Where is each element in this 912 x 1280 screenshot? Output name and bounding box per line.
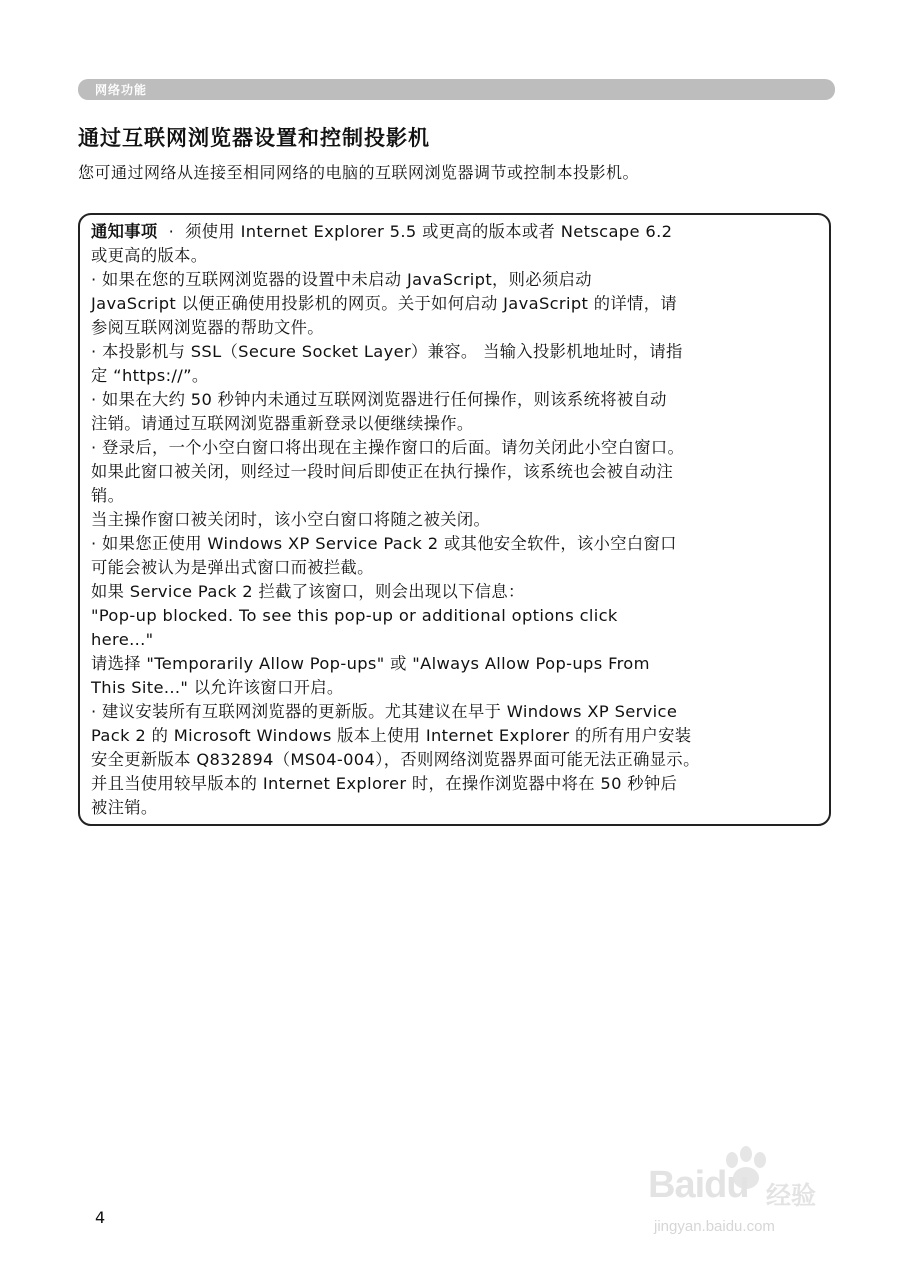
notice-line: · 本投影机与 SSL（Secure Socket Layer）兼容。 当输入投影机地址时，请指 <box>91 342 683 361</box>
notice-text <box>91 220 826 820</box>
notice-box <box>78 213 831 826</box>
page-number: 4 <box>95 1208 106 1227</box>
notice-line-text: · 须使用 Internet Explorer 5.5 或更高的版本或者 Netscape 6.2 <box>157 222 673 241</box>
page-title: 通过互联网浏览器设置和控制投影机 <box>78 126 430 150</box>
notice-line: 参阅互联网浏览器的帮助文件。 <box>91 318 324 337</box>
notice-line: 并且当使用较早版本的 Internet Explorer 时，在操作浏览器中将在 50 秒钟后 <box>91 774 678 793</box>
notice-line: 如果 Service Pack 2 拦截了该窗口，则会出现以下信息： <box>91 582 525 601</box>
notice-line: JavaScript 以便正确使用投影机的网页。关于如何启动 JavaScript 的详情，请 <box>91 294 677 313</box>
notice-line: Pack 2 的 Microsoft Windows 版本上使用 Internet Explorer 的所有用户安装 <box>91 726 692 745</box>
notice-line: 注销。请通过互联网浏览器重新登录以便继续操作。 <box>91 414 474 433</box>
notice-line: 被注销。 <box>91 798 158 817</box>
intro-paragraph: 您可通过网络从连接至相同网络的电脑的互联网浏览器调节或控制本投影机。 <box>78 163 640 182</box>
section-header-bar <box>78 79 835 100</box>
notice-line: 或更高的版本。 <box>91 246 208 265</box>
watermark-brand-cn: 经验 <box>766 1181 817 1210</box>
notice-line: · 如果在您的互联网浏览器的设置中未启动 JavaScript，则必须启动 <box>91 270 592 289</box>
watermark-brand: Baidu <box>648 1164 749 1206</box>
notice-line: 定 “https://”。 <box>91 366 209 385</box>
notice-line: 销。 <box>91 486 125 505</box>
notice-line: · 登录后，一个小空白窗口将出现在主操作窗口的后面。请勿关闭此小空白窗口。 <box>91 438 685 457</box>
baidu-jingyan-watermark <box>648 1146 848 1246</box>
notice-line: 如果此窗口被关闭，则经过一段时间后即使正在执行操作，该系统也会被自动注 <box>91 462 674 481</box>
notice-line: 请选择 "Temporarily Allow Pop-ups" 或 "Always Allow Pop-ups From <box>91 654 650 673</box>
notice-line: · 如果您正使用 Windows XP Service Pack 2 或其他安全软件，该小空白窗口 <box>91 534 677 553</box>
notice-line: 当主操作窗口被关闭时，该小空白窗口将随之被关闭。 <box>91 510 491 529</box>
notice-line: 安全更新版本 Q832894（MS04-004），否则网络浏览器界面可能无法正确显示。 <box>91 750 700 769</box>
section-label: 网络功能 <box>95 83 148 97</box>
notice-line: · 建议安装所有互联网浏览器的更新版。尤其建议在早于 Windows XP Service <box>91 702 678 721</box>
notice-line-1 <box>91 220 826 244</box>
notice-line: "Pop-up blocked. To see this pop-up or additional options click <box>91 606 618 625</box>
notice-line: · 如果在大约 50 秒钟内未通过互联网浏览器进行任何操作，则该系统将被自动 <box>91 390 667 409</box>
watermark-url: jingyan.baidu.com <box>654 1218 775 1235</box>
notice-label: 通知事项 <box>91 222 158 241</box>
notice-line: 可能会被认为是弹出式窗口而被拦截。 <box>91 558 374 577</box>
notice-line: This Site..." 以允许该窗口开启。 <box>91 678 344 697</box>
notice-line: here..." <box>91 630 154 649</box>
